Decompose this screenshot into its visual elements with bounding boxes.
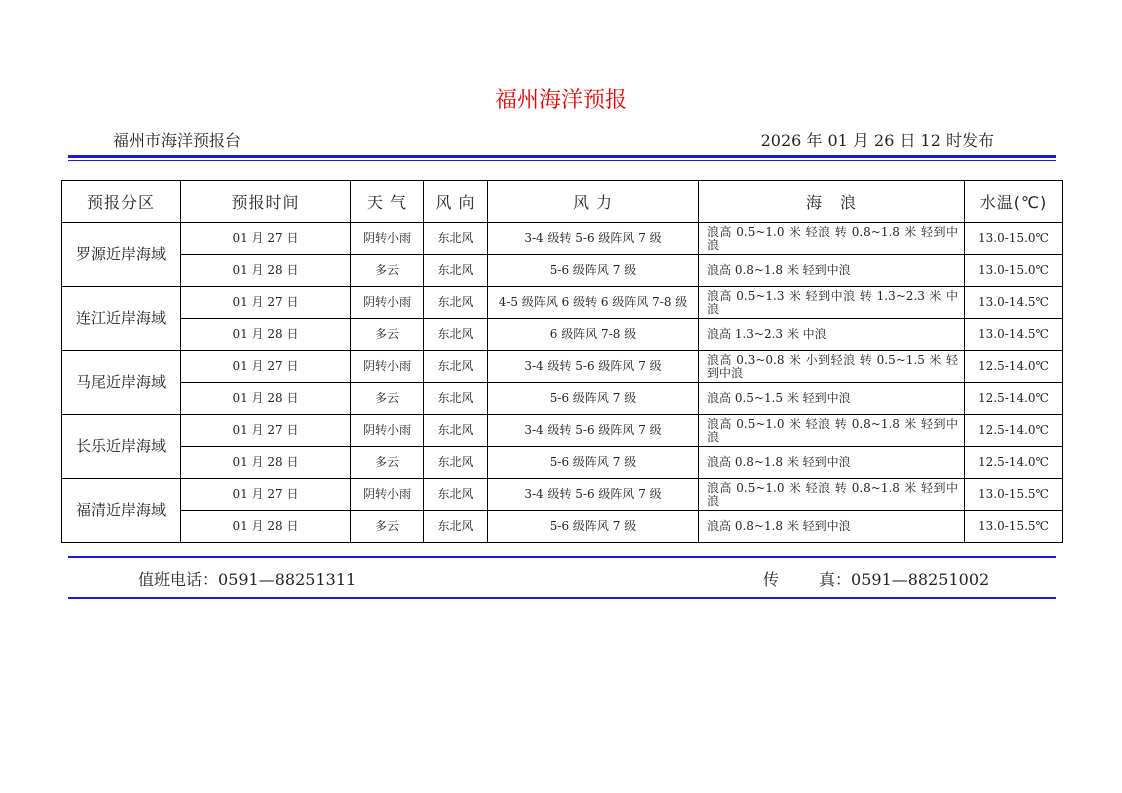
zone-name: 罗源近岸海域: [62, 223, 181, 287]
weather: 多云: [351, 511, 424, 543]
duty-phone-label: 值班电话：: [138, 570, 219, 589]
wave-forecast: 浪高 0.5~1.0 米 轻浪 转 0.8~1.8 米 轻到中浪: [699, 223, 965, 255]
wind-direction: 东北风: [424, 255, 488, 287]
weather: 阴转小雨: [351, 223, 424, 255]
table-row: [62, 351, 1063, 383]
forecast-time: 01 月 27 日: [181, 479, 351, 511]
fax-number: 0591—88251002: [851, 570, 990, 589]
table-row: [62, 223, 1063, 255]
forecast-time: 01 月 28 日: [181, 383, 351, 415]
wind-direction: 东北风: [424, 415, 488, 447]
water-temp: 13.0-15.5℃: [965, 479, 1063, 511]
water-temp: 13.0-14.5℃: [965, 319, 1063, 351]
fax-label-second: 真：: [819, 570, 852, 589]
water-temp: 12.5-14.0℃: [965, 383, 1063, 415]
footer-divider-top: [68, 556, 1056, 558]
wave-forecast: 浪高 0.5~1.3 米 轻到中浪 转 1.3~2.3 米 中浪: [699, 287, 965, 319]
zone-name: 长乐近岸海域: [62, 415, 181, 479]
footer-divider-bottom: [68, 597, 1056, 599]
table-row: [62, 479, 1063, 511]
zone-name: 马尾近岸海域: [62, 351, 181, 415]
wind-force: 6 级阵风 7-8 级: [488, 319, 699, 351]
water-temp: 13.0-15.0℃: [965, 223, 1063, 255]
col-header-waves: 海 浪: [699, 181, 965, 223]
wind-direction: 东北风: [424, 351, 488, 383]
page-title: 福州海洋预报: [494, 88, 627, 113]
issue-time: 2026 年 01 月 26 日 12 时发布: [760, 131, 994, 150]
weather: 多云: [351, 383, 424, 415]
wave-forecast: 浪高 0.5~1.0 米 轻浪 转 0.8~1.8 米 轻到中浪: [699, 479, 965, 511]
weather: 多云: [351, 319, 424, 351]
wave-forecast: 浪高 0.5~1.5 米 轻到中浪: [699, 383, 965, 415]
forecast-time: 01 月 28 日: [181, 319, 351, 351]
wind-direction: 东北风: [424, 511, 488, 543]
duty-phone-number: 0591—88251311: [218, 570, 357, 589]
col-header-zone: 预报分区: [62, 181, 181, 223]
wind-force: 3-4 级转 5-6 级阵风 7 级: [488, 223, 699, 255]
wind-direction: 东北风: [424, 479, 488, 511]
weather: 多云: [351, 447, 424, 479]
table-header-row: [62, 181, 1063, 223]
wave-forecast: 浪高 0.8~1.8 米 轻到中浪: [699, 511, 965, 543]
wind-force: 3-4 级转 5-6 级阵风 7 级: [488, 351, 699, 383]
col-header-time: 预报时间: [181, 181, 351, 223]
col-header-wind-direction: 风 向: [424, 181, 488, 223]
wave-forecast: 浪高 0.8~1.8 米 轻到中浪: [699, 447, 965, 479]
col-header-water-temp: 水温(℃): [965, 181, 1063, 223]
forecast-time: 01 月 27 日: [181, 223, 351, 255]
water-temp: 12.5-14.0℃: [965, 447, 1063, 479]
wind-force: 4-5 级阵风 6 级转 6 级阵风 7-8 级: [488, 287, 699, 319]
wind-force: 3-4 级转 5-6 级阵风 7 级: [488, 415, 699, 447]
forecast-time: 01 月 28 日: [181, 255, 351, 287]
wind-force: 3-4 级转 5-6 级阵风 7 级: [488, 479, 699, 511]
table-row: [62, 319, 1063, 351]
wind-direction: 东北风: [424, 223, 488, 255]
forecast-time: 01 月 27 日: [181, 287, 351, 319]
col-header-weather: 天 气: [351, 181, 424, 223]
wind-direction: 东北风: [424, 287, 488, 319]
water-temp: 12.5-14.0℃: [965, 415, 1063, 447]
forecast-time: 01 月 27 日: [181, 415, 351, 447]
wave-forecast: 浪高 1.3~2.3 米 中浪: [699, 319, 965, 351]
weather: 多云: [351, 255, 424, 287]
fax-label-first: 传: [763, 570, 780, 589]
weather: 阴转小雨: [351, 351, 424, 383]
water-temp: 13.0-14.5℃: [965, 287, 1063, 319]
table-row: [62, 255, 1063, 287]
wave-forecast: 浪高 0.5~1.0 米 轻浪 转 0.8~1.8 米 轻到中浪: [699, 415, 965, 447]
col-header-wind-force: 风 力: [488, 181, 699, 223]
zone-name: 福清近岸海域: [62, 479, 181, 543]
duty-phone: [138, 567, 356, 590]
wind-force: 5-6 级阵风 7 级: [488, 511, 699, 543]
wind-direction: 东北风: [424, 319, 488, 351]
header-divider: [68, 155, 1056, 161]
table-row: [62, 287, 1063, 319]
weather: 阴转小雨: [351, 415, 424, 447]
forecast-table: [61, 180, 1063, 543]
zone-name: 连江近岸海域: [62, 287, 181, 351]
wind-force: 5-6 级阵风 7 级: [488, 255, 699, 287]
table-row: [62, 415, 1063, 447]
forecast-time: 01 月 28 日: [181, 511, 351, 543]
weather: 阴转小雨: [351, 287, 424, 319]
table-row: [62, 383, 1063, 415]
wind-force: 5-6 级阵风 7 级: [488, 383, 699, 415]
fax: [763, 567, 989, 590]
wave-forecast: 浪高 0.8~1.8 米 轻到中浪: [699, 255, 965, 287]
water-temp: 12.5-14.0℃: [965, 351, 1063, 383]
issuing-organization: 福州市海洋预报台: [113, 131, 242, 150]
water-temp: 13.0-15.0℃: [965, 255, 1063, 287]
table-row: [62, 511, 1063, 543]
wave-forecast: 浪高 0.3~0.8 米 小到轻浪 转 0.5~1.5 米 轻到中浪: [699, 351, 965, 383]
forecast-time: 01 月 28 日: [181, 447, 351, 479]
wind-force: 5-6 级阵风 7 级: [488, 447, 699, 479]
weather: 阴转小雨: [351, 479, 424, 511]
wind-direction: 东北风: [424, 447, 488, 479]
table-row: [62, 447, 1063, 479]
wind-direction: 东北风: [424, 383, 488, 415]
forecast-time: 01 月 27 日: [181, 351, 351, 383]
water-temp: 13.0-15.5℃: [965, 511, 1063, 543]
